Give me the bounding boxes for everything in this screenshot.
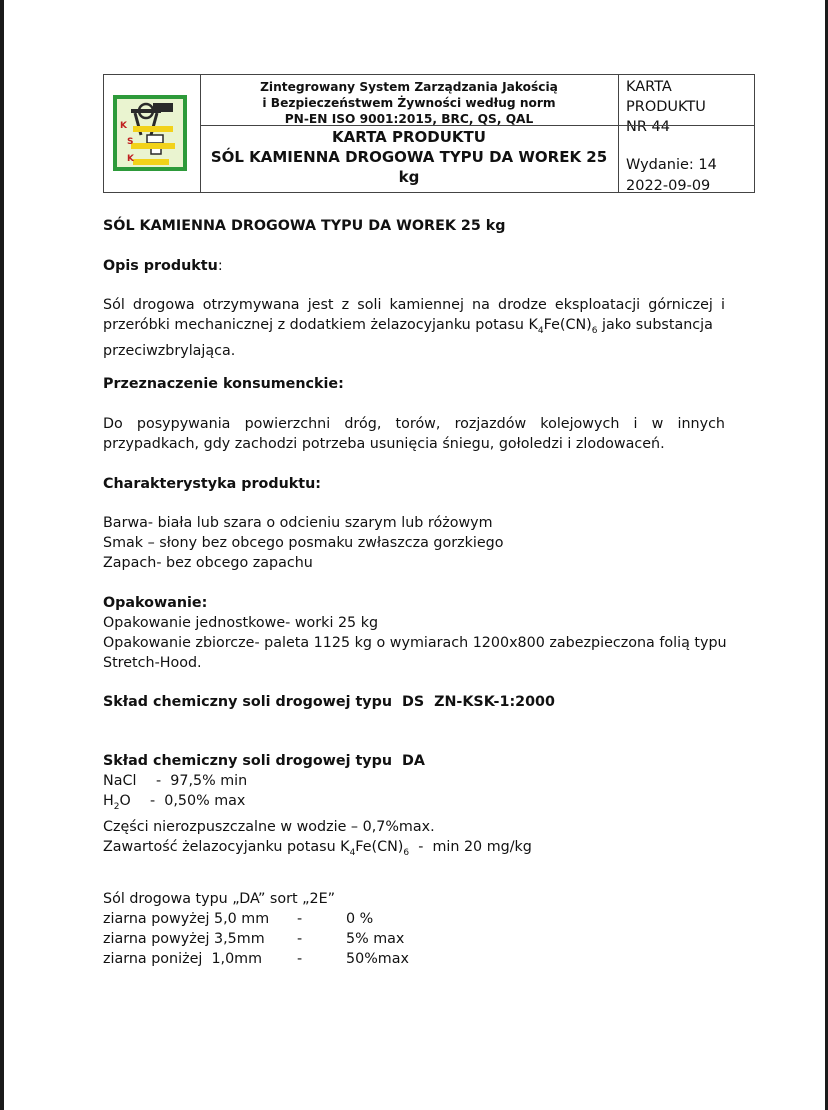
logo-cell bbox=[104, 75, 201, 192]
logo-letter: K bbox=[127, 154, 134, 164]
quality-system-label: Zintegrowany System Zarządzania Jakością i Bezpieczeństwem Żywności według norm PN-EN ISO 9001:2015, BRC, QS, QAL bbox=[200, 75, 618, 126]
purpose-paragraph: Do posypywania powierzchni dróg, torów, rozjazdów kolejowych i w innych przypadkach, gdy zachodzi potrzeba usunięcia śniegu, gołoledzi i zlodowaceń. bbox=[103, 416, 725, 452]
description-heading: Opis produktu: bbox=[103, 258, 223, 274]
company-logo bbox=[113, 95, 187, 171]
logo-letter: K bbox=[120, 121, 127, 131]
issue-date: 2022-09-09 bbox=[626, 178, 711, 194]
characteristics-list bbox=[103, 513, 504, 573]
logo-letter: S bbox=[127, 137, 134, 147]
document-header-table bbox=[103, 74, 755, 193]
composition-da-section: Skład chemiczny soli drogowej typu DA NaCl - 97,5% min $H_2O - 0,50\%$ max Części nierozpuszczalne w wodzie – 0,7%max. Zawartość żelazocyjanku potasu $K_4Fe(CN)_6$ - min 20 mg/kg bbox=[103, 753, 532, 858]
purpose-heading: Przeznaczenie konsumenckie: bbox=[103, 376, 344, 392]
card-number-cell: KARTA PRODUKTU NR 44 Wydanie: 14 2022-09-09 bbox=[619, 75, 754, 192]
list-item: Barwa- biała lub szara o odcieniu szarym lub różowym bbox=[103, 515, 493, 531]
description-paragraph: Sól drogowa otrzymywana jest z soli kamiennej na drodze eksploatacji górniczej i przeróbki mechanicznej z dodatkiem żelazocyjanku potasu $K_4Fe(CN)_6$ jako substancja przeciwzbrylająca. bbox=[103, 297, 725, 359]
list-item: Smak – słony bez obcego posmaku zwłaszcza gorzkiego bbox=[103, 535, 504, 551]
characteristics-heading: Charakterystyka produktu: bbox=[103, 476, 321, 492]
composition-da-heading: Skład chemiczny soli drogowej typu DA bbox=[103, 753, 425, 769]
document-title: SÓL KAMIENNA DROGOWA TYPU DA WOREK 25 kg bbox=[103, 218, 506, 234]
table-row: ziarna powyżej 5,0 mm - 0 % bbox=[103, 911, 374, 927]
packaging-heading: Opakowanie: bbox=[103, 595, 208, 611]
card-number: NR 44 bbox=[626, 119, 670, 135]
table-row: ziarna poniżej 1,0mm - 50%max bbox=[103, 951, 409, 967]
edition: Wydanie: 14 bbox=[626, 157, 717, 173]
packaging-section: Opakowanie: Opakowanie jednostkowe- worki 25 kg Opakowanie zbiorcze- paleta 1125 kg o wymiarach 1200x800 zabezpieczona folią typu Stretch-Hood. bbox=[103, 595, 727, 671]
list-item: Zapach- bez obcego zapachu bbox=[103, 555, 313, 571]
left-window-edge bbox=[0, 0, 4, 1110]
grain-section bbox=[103, 889, 409, 969]
header-product-title: KARTA PRODUKTU SÓL KAMIENNA DROGOWA TYPU DA WOREK 25 kg bbox=[210, 128, 608, 186]
table-row: ziarna powyżej 3,5mm - 5% max bbox=[103, 931, 405, 947]
grain-heading: Sól drogowa typu „DA” sort „2E” bbox=[103, 891, 336, 907]
composition-ds-heading: Skład chemiczny soli drogowej typu DS ZN-KSK-1:2000 bbox=[103, 694, 555, 710]
